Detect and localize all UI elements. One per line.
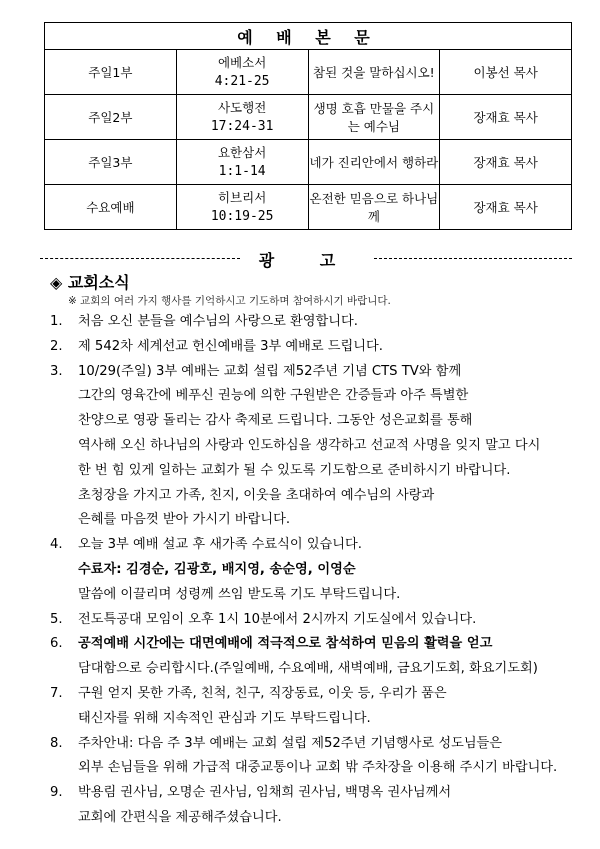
item-number: 4.	[50, 537, 63, 553]
scripture-book: 히브리서	[217, 189, 267, 205]
item-line: 역사해 오신 하나님의 사랑과 인도하심을 생각하고 선교적 사명을 잊지 말고 다시	[78, 437, 541, 453]
divider-line-left	[40, 258, 240, 259]
scripture-book: 에베소서	[217, 54, 267, 70]
scripture-book: 요한삼서	[217, 144, 267, 160]
worship-row	[45, 185, 572, 230]
preacher: 장재효 목사	[440, 95, 572, 140]
item-number: 3.	[50, 363, 63, 379]
item-number: 8.	[50, 735, 63, 751]
worship-table	[44, 22, 572, 230]
news-item	[50, 608, 570, 633]
scripture	[176, 50, 308, 95]
service-name: 주일3부	[45, 140, 177, 185]
item-number: 9.	[50, 785, 63, 801]
worship-row	[45, 50, 572, 95]
scripture-book: 사도행전	[217, 99, 267, 115]
scripture-verse: 10:19-25	[210, 208, 274, 224]
worship-title: 예 배 본 문	[45, 23, 572, 50]
news-item	[50, 781, 570, 831]
preacher: 장재효 목사	[440, 185, 572, 230]
item-line: 담대함으로 승리합시다.(주일예배, 수요예배, 새벽예배, 금요기도회, 화요기도회)	[78, 661, 538, 677]
item-line: 찬양으로 영광 돌리는 감사 축제로 드립니다. 그동안 성은교회를 통해	[78, 413, 473, 429]
ad-title: 광 고	[258, 251, 356, 270]
service-name: 주일1부	[45, 50, 177, 95]
news-item	[50, 360, 570, 534]
item-number: 6.	[50, 636, 63, 652]
sermon-title: 네가 진리안에서 행하라	[308, 140, 440, 185]
item-number: 7.	[50, 685, 63, 701]
news-item	[50, 533, 570, 607]
item-number: 2.	[50, 338, 63, 354]
ad-divider	[40, 248, 572, 268]
item-line: 외부 손님들을 위해 가급적 대중교통이나 교회 밖 주차장을 이용해 주시기 바랍니다.	[78, 760, 558, 776]
scripture-verse: 4:21-25	[214, 73, 270, 89]
item-line: 수료자: 김경순, 김광호, 배지영, 송순영, 이영순	[78, 561, 356, 577]
item-line: 박용림 권사님, 오명순 권사님, 임채희 권사님, 백명옥 권사님께서	[78, 785, 452, 801]
service-name: 수요예배	[45, 185, 177, 230]
divider-line-right	[374, 258, 572, 259]
item-line: 주차안내: 다음 주 3부 예배는 교회 설립 제52주년 기념행사로 성도님들은	[78, 735, 503, 751]
news-item	[50, 682, 570, 732]
scripture	[176, 185, 308, 230]
item-line: 초청장을 가지고 가족, 친지, 이웃을 초대하여 예수님의 사랑과	[78, 487, 435, 503]
worship-row	[45, 95, 572, 140]
item-line: 태신자를 위해 지속적인 관심과 기도 부탁드립니다.	[78, 710, 371, 726]
worship-row	[45, 140, 572, 185]
item-number: 1.	[50, 314, 63, 329]
item-line: 한 번 힘 있게 일하는 교회가 될 수 있도록 기도함으로 준비하시기 바랍니다.	[78, 462, 511, 478]
item-line: 전도특공대 모임이 오후 1시 10분에서 2시까지 기도실에서 있습니다.	[78, 611, 477, 627]
news-note: ※ 교회의 여러 가지 행사를 기억하시고 기도하며 참여하시기 바랍니다.	[68, 295, 391, 307]
scripture-verse: 1:1-14	[218, 163, 266, 179]
news-item	[50, 732, 570, 782]
item-line: 교회에 간편식을 제공해주셨습니다.	[78, 809, 282, 825]
item-line: 말씀에 이끌리며 성령께 쓰임 받도록 기도 부탁드립니다.	[78, 586, 401, 602]
preacher: 이봉선 목사	[440, 50, 572, 95]
news-item	[50, 310, 570, 335]
item-line: 제 542차 세계선교 헌신예배를 3부 예배로 드립니다.	[78, 338, 383, 354]
item-line: 공적예배 시간에는 대면예배에 적극적으로 참석하여 믿음의 활력을 얻고	[78, 636, 493, 652]
news-list	[50, 310, 570, 831]
news-item	[50, 632, 570, 682]
service-name: 주일2부	[45, 95, 177, 140]
item-line: 10/29(주일) 3부 예배는 교회 설립 제52주년 기념 CTS TV와 함께	[78, 363, 462, 379]
item-line: 은혜를 마음껏 받아 가시기 바랍니다.	[78, 512, 291, 528]
sermon-title: 생명 호흡 만물을 주시는 예수님	[308, 95, 440, 140]
scripture-verse: 17:24-31	[210, 118, 274, 134]
news-item	[50, 335, 570, 360]
item-line: 구원 얻지 못한 가족, 친척, 친구, 직장동료, 이웃 등, 우리가 품은	[78, 685, 447, 701]
preacher: 장재효 목사	[440, 140, 572, 185]
scripture	[176, 140, 308, 185]
news-heading: ◈ 교회소식	[50, 273, 130, 292]
scripture	[176, 95, 308, 140]
sermon-title: 참된 것을 말하십시오!	[308, 50, 440, 95]
item-line: 처음 오신 분들을 예수님의 사랑으로 환영합니다.	[78, 314, 358, 329]
item-number: 5.	[50, 611, 63, 627]
item-line: 오늘 3부 예배 설교 후 새가족 수료식이 있습니다.	[78, 537, 362, 553]
sermon-title: 온전한 믿음으로 하나님께	[308, 185, 440, 230]
item-line: 그간의 영육간에 베푸신 권능에 의한 구원받은 간증들과 아주 특별한	[78, 388, 469, 404]
